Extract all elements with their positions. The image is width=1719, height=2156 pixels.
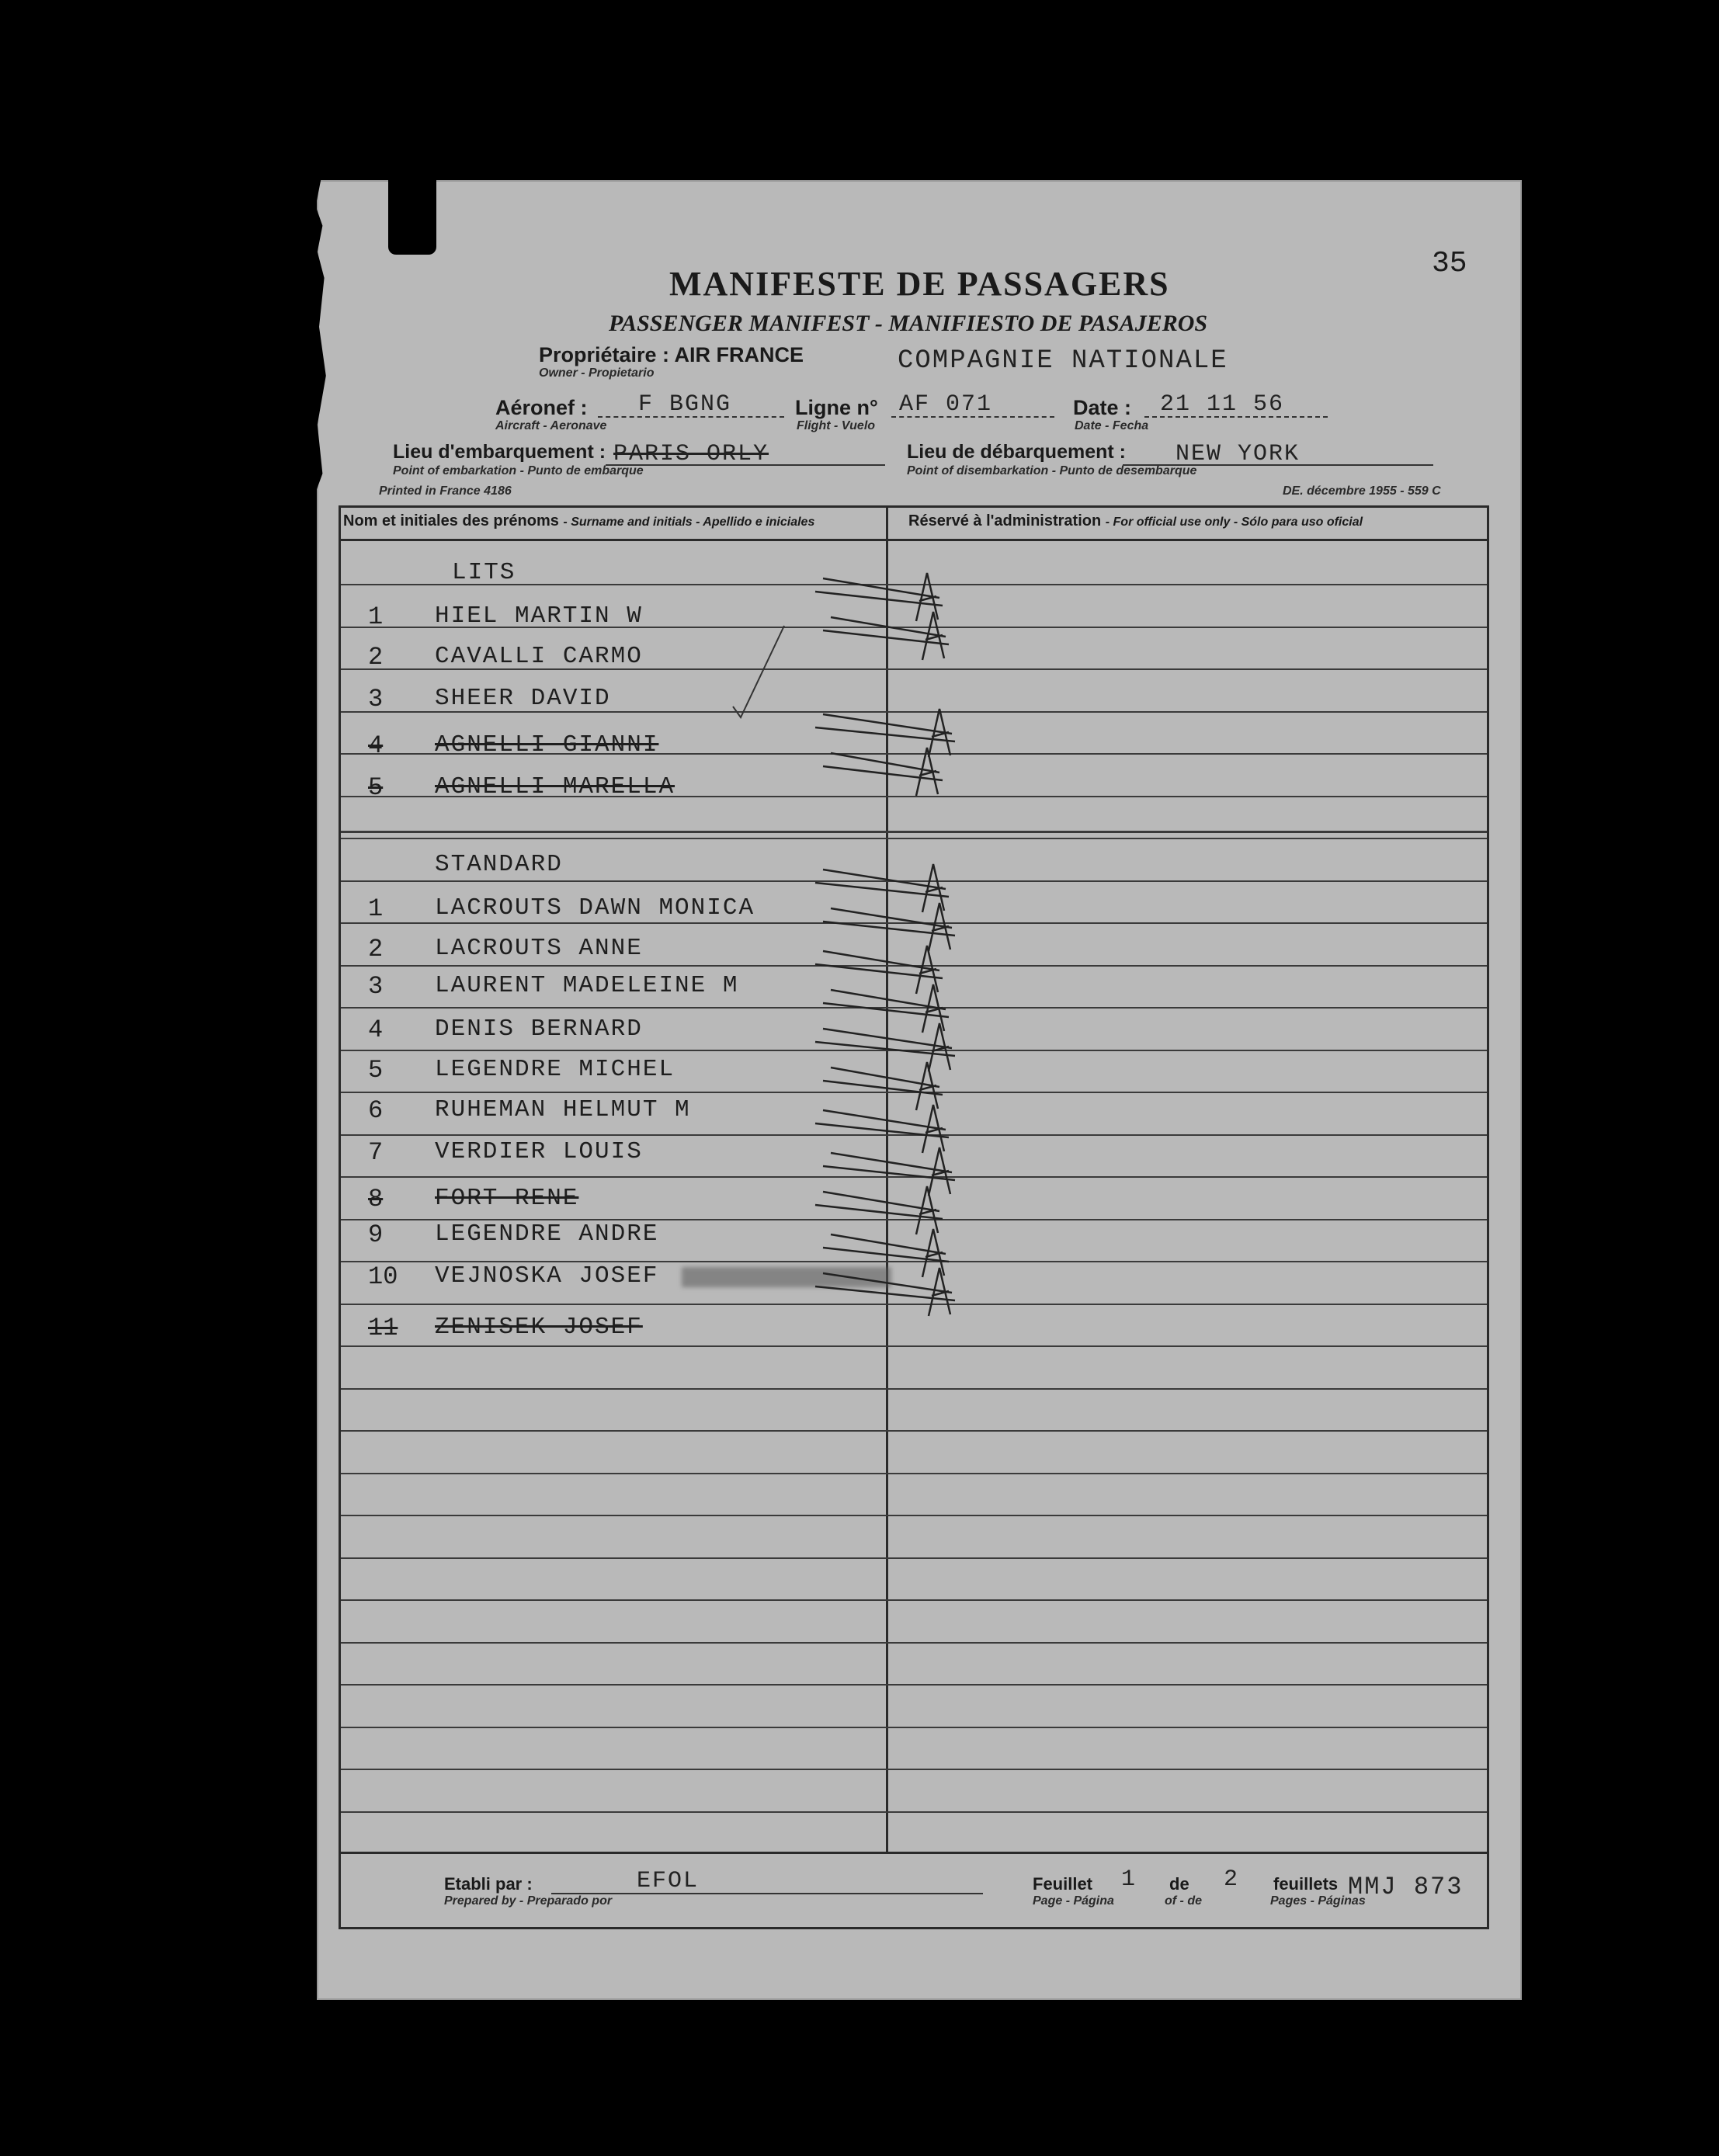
- sheet-sublabel: Page - Página: [1033, 1894, 1114, 1908]
- check-mark: [823, 612, 949, 660]
- check-mark: [823, 748, 943, 796]
- of-value: 2: [1224, 1866, 1240, 1893]
- ruled-line: [341, 1599, 1487, 1601]
- check-mark: [815, 1186, 943, 1234]
- sheet-value: 1: [1121, 1866, 1137, 1893]
- check-mark: [823, 1229, 949, 1277]
- passenger-name: FORT RENE: [435, 1185, 579, 1212]
- aircraft-underline: [598, 416, 784, 418]
- embark-underline: [606, 464, 885, 466]
- embark-label: Lieu d'embarquement :: [393, 441, 606, 463]
- check-mark: [823, 903, 955, 951]
- col1-header: Nom et initiales des prénoms - Surname and initials - Apellido e iniciales: [343, 512, 815, 529]
- disembark-value: NEW YORK: [1176, 441, 1301, 467]
- row-number: 6: [368, 1096, 384, 1125]
- row-number: 5: [368, 1056, 384, 1085]
- check-marks: [807, 559, 978, 1351]
- row-number: 8: [368, 1185, 384, 1213]
- passenger-name: SHEER DAVID: [435, 685, 611, 712]
- sheets-label: feuillets: [1273, 1874, 1339, 1894]
- prepared-value: EFOL: [637, 1868, 700, 1894]
- owner-sublabel: Owner - Propietario: [539, 366, 655, 380]
- of-sublabel: of - de: [1165, 1894, 1202, 1908]
- owner-label: Propriétaire : AIR FRANCE: [539, 343, 804, 366]
- passenger-name: LEGENDRE ANDRE: [435, 1220, 659, 1248]
- passenger-name: AGNELLI MARELLA: [435, 773, 675, 800]
- owner-value: COMPAGNIE NATIONALE: [898, 346, 1228, 376]
- col2-header: Réservé à l'administration - For official use only - Sólo para uso oficial: [908, 512, 1363, 529]
- check-mark: [815, 573, 943, 621]
- passenger-name: HIEL MARTIN W: [435, 602, 643, 630]
- row-number: 3: [368, 972, 384, 1001]
- binder-tab: [388, 180, 436, 255]
- ruled-line: [341, 1642, 1487, 1644]
- row-number: 3: [368, 685, 384, 713]
- disembark-sublabel: Point of disembarkation - Punto de desembarque: [907, 464, 1197, 477]
- aircraft-sublabel: Aircraft - Aeronave: [495, 419, 607, 432]
- tick-mark: [730, 621, 792, 722]
- reference-number: MMJ 873: [1348, 1873, 1464, 1901]
- passenger-name: LACROUTS ANNE: [435, 935, 643, 962]
- form-title: MANIFESTE DE PASSAGERS: [669, 265, 1170, 303]
- date-label: Date :: [1073, 396, 1132, 419]
- aircraft-label: Aéronef :: [495, 396, 588, 419]
- sheets-sublabel: Pages - Páginas: [1270, 1894, 1366, 1908]
- check-mark: [815, 1268, 955, 1316]
- flight-underline: [891, 416, 1054, 418]
- passenger-name: RUHEMAN HELMUT M: [435, 1096, 691, 1123]
- row-number: 10: [368, 1262, 398, 1291]
- ruled-line: [341, 1473, 1487, 1474]
- row-number: 1: [368, 602, 384, 631]
- form-subtitle: PASSENGER MANIFEST - MANIFIESTO DE PASAJEROS: [609, 311, 1208, 336]
- ruled-line: [341, 1557, 1487, 1559]
- date-value: 21 11 56: [1160, 391, 1285, 418]
- passenger-name: DENIS BERNARD: [435, 1016, 643, 1043]
- ruled-line: [341, 1811, 1487, 1813]
- date-underline: [1144, 416, 1328, 418]
- row-number: 2: [368, 935, 384, 963]
- disembark-underline: [1123, 464, 1433, 466]
- row-number: 11: [368, 1314, 398, 1342]
- check-mark: [815, 1023, 955, 1071]
- passenger-name: LEGENDRE MICHEL: [435, 1056, 675, 1083]
- passenger-name: LACROUTS DAWN MONICA: [435, 894, 755, 922]
- prepared-label: Etabli par :: [444, 1874, 533, 1894]
- check-mark: [823, 1062, 943, 1110]
- prepared-sublabel: Prepared by - Preparado por: [444, 1894, 613, 1908]
- table-header-line: [339, 539, 1489, 541]
- of-label: de: [1169, 1874, 1189, 1894]
- form-reference: DE. décembre 1955 - 559 C: [1283, 484, 1441, 498]
- sheet-label: Feuillet: [1033, 1874, 1093, 1894]
- disembark-label: Lieu de débarquement :: [907, 441, 1126, 463]
- check-mark: [823, 1147, 955, 1196]
- row-number: 4: [368, 1016, 384, 1044]
- check-mark: [815, 1105, 949, 1153]
- passenger-name: VERDIER LOUIS: [435, 1138, 643, 1165]
- row-number: 5: [368, 773, 384, 802]
- ruled-line: [341, 1388, 1487, 1390]
- check-mark: [815, 709, 955, 757]
- section-heading-standard: STANDARD: [435, 851, 563, 878]
- flight-sublabel: Flight - Vuelo: [797, 419, 876, 432]
- ruled-line: [341, 1430, 1487, 1432]
- flight-label: Ligne n°: [795, 396, 878, 419]
- section-heading-lits: LITS: [452, 559, 516, 586]
- ruled-line: [341, 1769, 1487, 1770]
- aircraft-value: F BGNG: [638, 391, 732, 418]
- passenger-name: VEJNOSKA JOSEF: [435, 1262, 659, 1290]
- passenger-name: LAURENT MADELEINE M: [435, 972, 739, 999]
- ruled-line: [341, 1727, 1487, 1728]
- prepared-underline: [551, 1893, 983, 1894]
- row-number: 7: [368, 1138, 384, 1167]
- flight-value: AF 071: [899, 391, 993, 418]
- row-number: 2: [368, 643, 384, 672]
- page-number: 35: [1432, 247, 1467, 280]
- embark-sublabel: Point of embarkation - Punto de embarque: [393, 464, 644, 477]
- passenger-name: CAVALLI CARMO: [435, 643, 643, 670]
- passenger-name: AGNELLI GIANNI: [435, 731, 659, 759]
- check-mark: [815, 946, 943, 994]
- check-mark: [815, 864, 949, 912]
- ruled-line: [341, 1684, 1487, 1686]
- row-number: 1: [368, 894, 384, 923]
- check-mark: [823, 984, 949, 1033]
- embark-value: PARIS ORLY: [613, 441, 769, 467]
- date-sublabel: Date - Fecha: [1075, 419, 1149, 432]
- ruled-line: [341, 1515, 1487, 1516]
- passenger-name: ZENISEK JOSEF: [435, 1314, 643, 1341]
- printed-note: Printed in France 4186: [379, 484, 512, 498]
- table-footer-line: [339, 1852, 1489, 1854]
- row-number: 4: [368, 731, 384, 760]
- row-number: 9: [368, 1220, 384, 1249]
